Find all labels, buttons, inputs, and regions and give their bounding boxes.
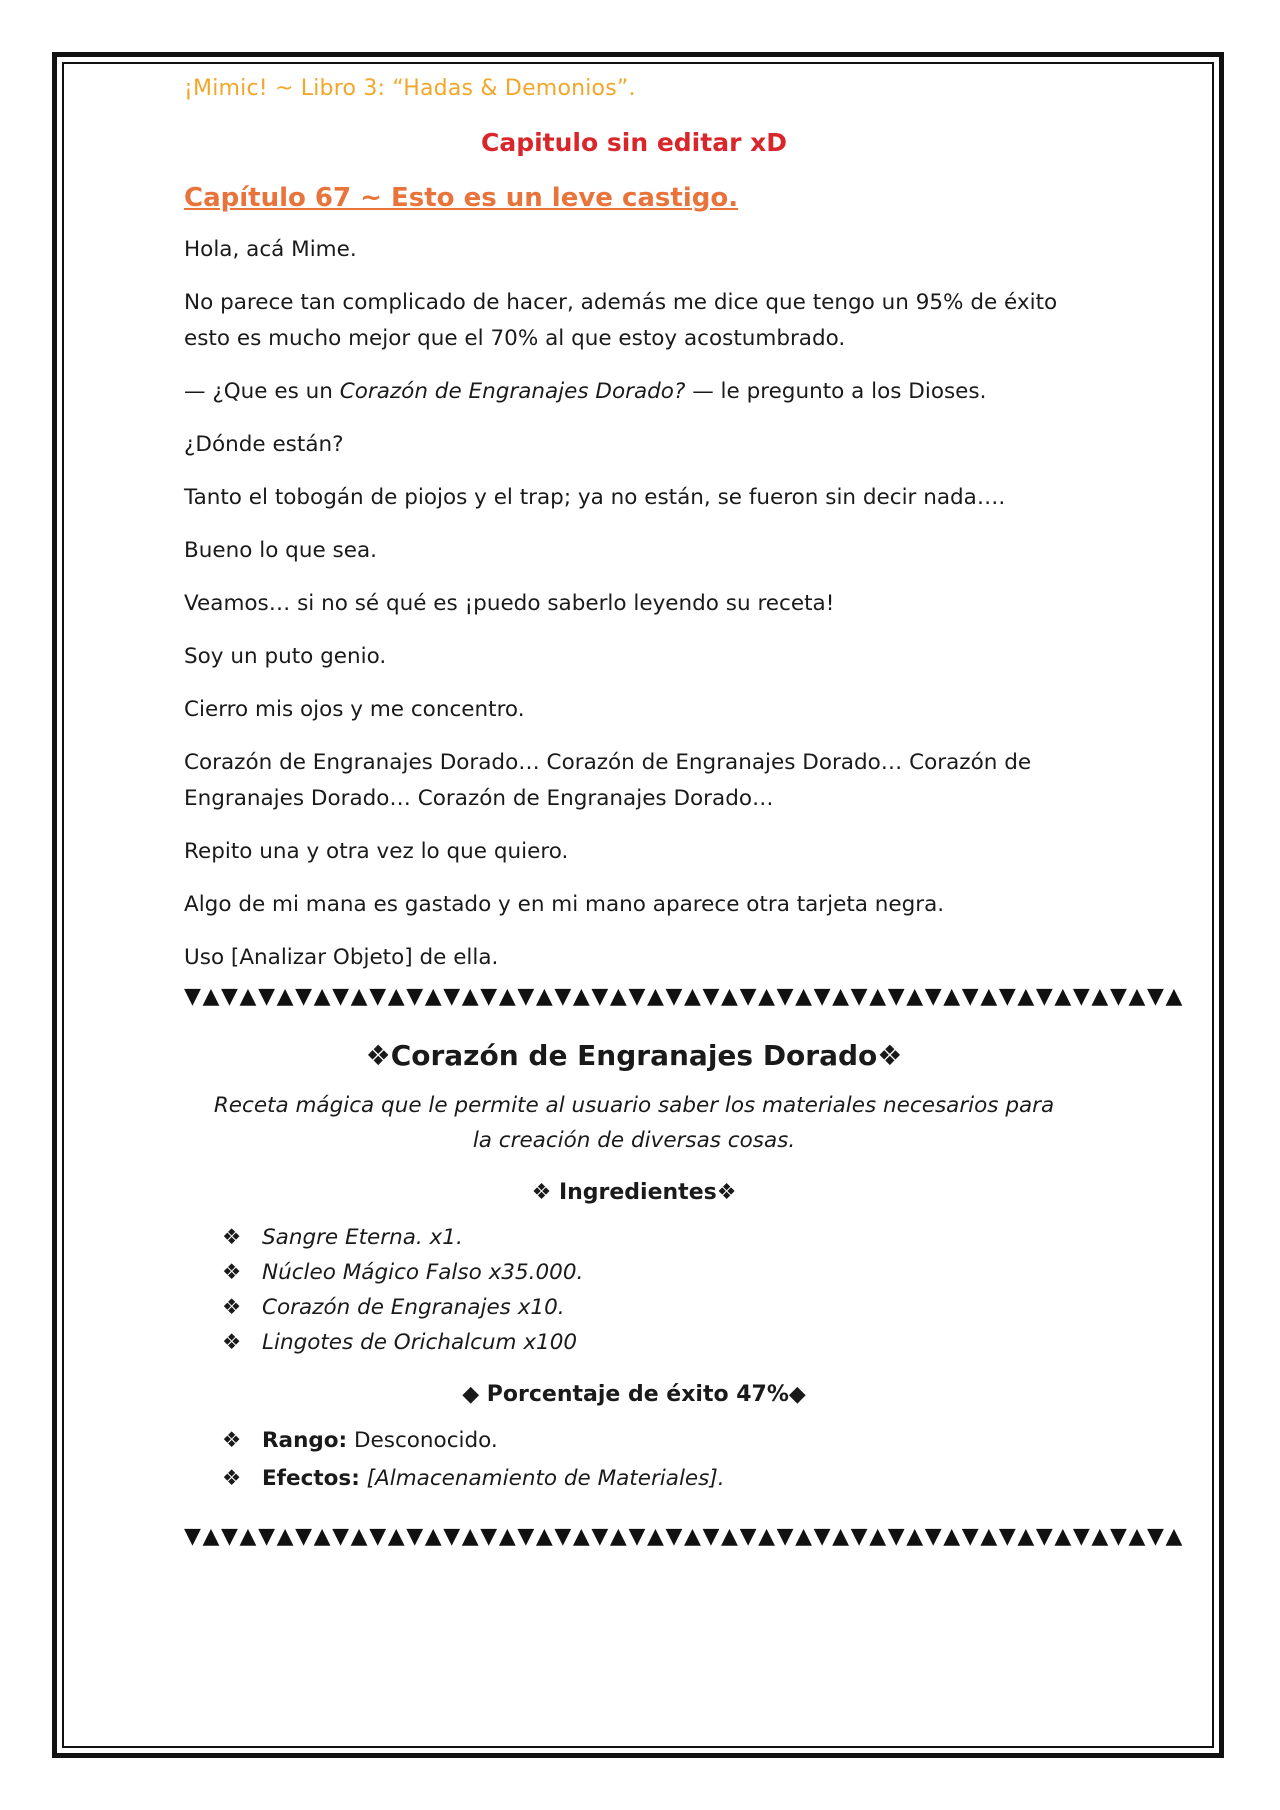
paragraph: Tanto el tobogán de piojos y el trap; ya no están, se fueron sin decir nada…. [184, 485, 1006, 510]
list-item [222, 1255, 1084, 1290]
paragraph: Veamos… si no sé qué es ¡puedo saberlo leyendo su receta! [184, 591, 835, 616]
paragraph: Hola, acá Mime. [184, 237, 357, 262]
paragraph [184, 374, 1084, 410]
diamond-bullet-icon: ❖ [222, 1428, 242, 1453]
paragraph: ¿Dónde están? [184, 432, 344, 457]
paragraph: Algo de mi mana es gastado y en mi mano aparece otra tarjeta negra. [184, 892, 945, 917]
triangle-divider: ▼▲▼▲▼▲▼▲▼▲▼▲▼▲▼▲▼▲▼▲▼▲▼▲▼▲▼▲▼▲▼▲▼▲▼▲▼▲▼▲▼▲▼▲▼▲▼▲▼▲▼▲▼▲ [184, 984, 1185, 1009]
item-description: Receta mágica que le permite al usuario saber los materiales necesarios para la creación de diversas cosas. [213, 1093, 1055, 1153]
diamond-bullet-icon: ❖ [222, 1260, 242, 1285]
chapter-title: Capítulo 67 ~ Esto es un leve castigo. [184, 183, 739, 213]
ingredient-text: Lingotes de Orichalcum x100 [262, 1330, 578, 1355]
diamond-bullet-icon: ❖ [222, 1295, 242, 1320]
paragraph-text: — le pregunto a los Dioses. [685, 379, 987, 404]
ingredient-text: Núcleo Mágico Falso x35.000. [262, 1260, 584, 1285]
item-title: ❖Corazón de Engranajes Dorado❖ [365, 1039, 903, 1072]
paragraph: Uso [Analizar Objeto] de ella. [184, 945, 499, 970]
paragraph-emphasis: Corazón de Engranajes Dorado? [339, 379, 686, 404]
properties-list [184, 1422, 1084, 1498]
running-header: ¡Mimic! ~ Libro 3: “Hadas & Demonios”. [184, 76, 636, 101]
paragraph: Repito una y otra vez lo que quiero. [184, 839, 569, 864]
paragraph: Bueno lo que sea. [184, 538, 377, 563]
ingredients-heading: ❖ Ingredientes❖ [531, 1180, 737, 1205]
diamond-bullet-icon: ❖ [222, 1330, 242, 1355]
effects-label: Efectos: [262, 1466, 360, 1491]
rank-label: Rango: [262, 1428, 348, 1453]
list-item [222, 1290, 1084, 1325]
ingredients-list [184, 1220, 1084, 1360]
ingredient-text: Sangre Eterna. x1. [262, 1225, 463, 1250]
paragraph: Corazón de Engranajes Dorado… Corazón de Engranajes Dorado… Corazón de Engranajes Dorado… Corazón de Engranajes Dorado… [184, 750, 1032, 811]
paragraph: Cierro mis ojos y me concentro. [184, 697, 525, 722]
paragraph-text: — ¿Que es un [184, 379, 340, 404]
document-body [184, 72, 1185, 1554]
success-heading: ◆ Porcentaje de éxito 47%◆ [462, 1382, 806, 1407]
list-item [222, 1422, 1084, 1460]
list-item [222, 1460, 1084, 1498]
triangle-divider: ▼▲▼▲▼▲▼▲▼▲▼▲▼▲▼▲▼▲▼▲▼▲▼▲▼▲▼▲▼▲▼▲▼▲▼▲▼▲▼▲▼▲▼▲▼▲▼▲▼▲▼▲▼▲ [184, 1524, 1185, 1549]
paragraph: No parece tan complicado de hacer, además me dice que tengo un 95% de éxito esto es mucho mejor que el 70% al que estoy acostumbrado. [184, 290, 1058, 351]
list-item [222, 1220, 1084, 1255]
ingredient-text: Corazón de Engranajes x10. [262, 1295, 565, 1320]
rank-value: Desconocido. [347, 1428, 498, 1453]
effects-value: [Almacenamiento de Materiales]. [359, 1466, 725, 1491]
paragraph: Soy un puto genio. [184, 644, 387, 669]
diamond-bullet-icon: ❖ [222, 1225, 242, 1250]
list-item [222, 1325, 1084, 1360]
diamond-bullet-icon: ❖ [222, 1466, 242, 1491]
unedited-notice: Capitulo sin editar xD [481, 128, 787, 157]
